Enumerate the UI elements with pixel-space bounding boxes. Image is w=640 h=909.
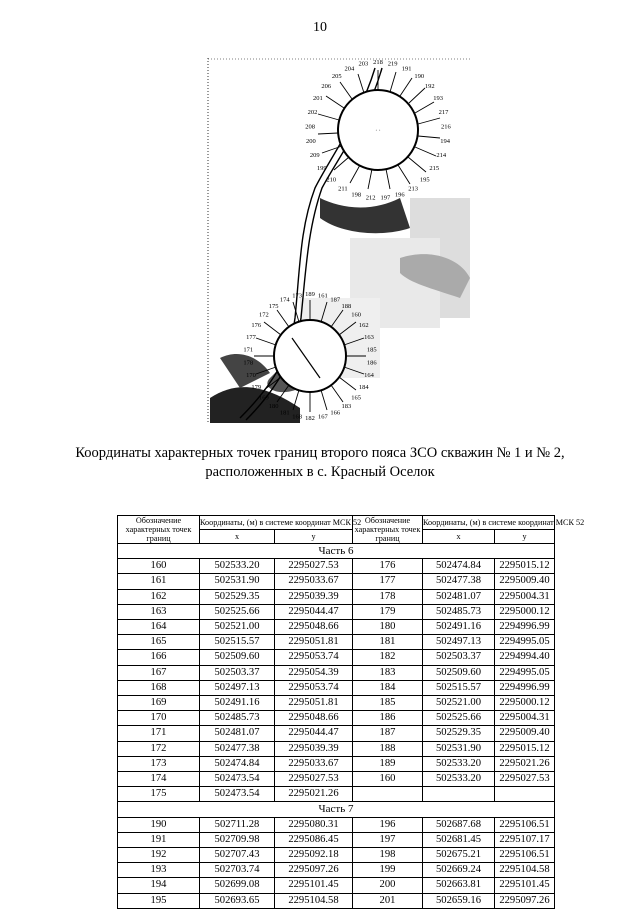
boundary-map — [200, 58, 480, 423]
map-point-label: 216 — [441, 123, 451, 131]
map-point-label: 208 — [305, 123, 315, 131]
point-cell: 177 — [353, 574, 423, 589]
table-row — [118, 756, 555, 771]
map-point-label: 214 — [436, 152, 447, 160]
part-row — [118, 802, 555, 817]
point-cell: 179 — [353, 604, 423, 619]
map-point-label: 193 — [433, 95, 443, 103]
point-cell: 180 — [353, 620, 423, 635]
x-cell: 502503.37 — [423, 650, 495, 665]
map-point-label: 219 — [387, 60, 398, 68]
map-point-label: 196 — [394, 191, 405, 199]
point-cell: 183 — [353, 665, 423, 680]
point-cell: 160 — [118, 559, 200, 574]
y-cell: 2294995.05 — [495, 635, 555, 650]
point-cell: 169 — [118, 696, 200, 711]
y-cell: 2294994.40 — [495, 650, 555, 665]
y-cell: 2295027.53 — [275, 559, 353, 574]
y-cell: 2295101.45 — [275, 878, 353, 893]
y-cell: 2295009.40 — [495, 574, 555, 589]
x-cell: 502529.35 — [200, 589, 275, 604]
map-point-label: 197 — [380, 194, 391, 202]
point-cell: 197 — [353, 832, 423, 847]
map-point-label: 179 — [251, 384, 262, 391]
map-point-label: 177 — [246, 333, 256, 341]
y-cell: 2295004.31 — [495, 711, 555, 726]
table-row — [118, 620, 555, 635]
map-point-label: 167 — [318, 413, 328, 421]
point-cell: 175 — [118, 787, 200, 802]
point-cell: 189 — [353, 756, 423, 771]
x-cell: 502687.68 — [423, 817, 495, 832]
x-cell: 502659.16 — [423, 893, 495, 908]
x-cell: 502529.35 — [423, 726, 495, 741]
y-cell — [495, 787, 555, 802]
table-caption — [40, 444, 600, 482]
y-cell: 2295009.40 — [495, 726, 555, 741]
y-cell: 2294996.99 — [495, 620, 555, 635]
y-cell: 2295027.53 — [275, 772, 353, 787]
x-cell: 502703.74 — [200, 863, 275, 878]
point-cell: 190 — [118, 817, 200, 832]
y-cell: 2295051.81 — [275, 696, 353, 711]
x-cell: 502669.24 — [423, 863, 495, 878]
table-row — [118, 726, 555, 741]
y-cell: 2295106.51 — [495, 848, 555, 863]
map-point-label: 186 — [366, 359, 377, 367]
map-point-label: 206 — [321, 83, 332, 90]
x-cell: 502491.16 — [200, 696, 275, 711]
y-cell: 2295053.74 — [275, 650, 353, 665]
point-cell: 182 — [353, 650, 423, 665]
x-cell: 502675.21 — [423, 848, 495, 863]
point-column-header-2: Обозначение характерных точек границ — [353, 516, 423, 544]
table-row — [118, 680, 555, 695]
x-cell: 502709.98 — [200, 832, 275, 847]
x-cell: 502474.84 — [200, 756, 275, 771]
point-cell: 186 — [353, 711, 423, 726]
y-cell: 2295000.12 — [495, 604, 555, 619]
map-point-label: 212 — [365, 194, 376, 202]
map-point-label: 189 — [305, 291, 315, 298]
y-cell: 2295033.67 — [275, 756, 353, 771]
table-row — [118, 741, 555, 756]
map-point-label: 203 — [358, 60, 369, 68]
x-cell: 502533.20 — [423, 756, 495, 771]
y-cell: 2295086.45 — [275, 832, 353, 847]
y-cell: 2295039.39 — [275, 589, 353, 604]
map-point-label: 209 — [309, 152, 320, 160]
map-point-label: 176 — [251, 322, 262, 329]
x-cell: 502503.37 — [200, 665, 275, 680]
y-cell: 2295039.39 — [275, 741, 353, 756]
y-header-2: y — [495, 530, 555, 544]
part-row — [118, 544, 555, 559]
map-point-label: 190 — [414, 72, 425, 80]
map-point-label: 195 — [419, 176, 430, 184]
y-cell: 2294995.05 — [495, 665, 555, 680]
map-point-label: 181 — [279, 409, 290, 417]
x-cell — [423, 787, 495, 802]
point-column-header: Обозначение характерных точек границ — [118, 516, 200, 544]
x-cell: 502699.08 — [200, 878, 275, 893]
point-cell: 163 — [118, 604, 200, 619]
table-row — [118, 665, 555, 680]
x-cell: 502681.45 — [423, 832, 495, 847]
x-cell: 502525.66 — [423, 711, 495, 726]
table-row — [118, 711, 555, 726]
y-cell: 2295104.58 — [275, 893, 353, 908]
map-point-label: 194 — [440, 138, 450, 145]
y-cell: 2295021.26 — [275, 787, 353, 802]
map-point-label: 215 — [429, 165, 440, 173]
x-cell: 502533.20 — [423, 772, 495, 787]
x-cell: 502515.57 — [200, 635, 275, 650]
y-cell: 2295097.26 — [275, 863, 353, 878]
part-label: Часть 7 — [118, 802, 555, 817]
table-row — [118, 650, 555, 665]
point-cell: 178 — [353, 589, 423, 604]
y-cell: 2295000.12 — [495, 696, 555, 711]
map-point-label: 171 — [243, 346, 254, 354]
map-point-label: 204 — [344, 65, 355, 73]
y-cell: 2295044.47 — [275, 604, 353, 619]
y-cell: 2294996.99 — [495, 680, 555, 695]
map-point-label: 192 — [424, 83, 435, 90]
point-cell: 195 — [118, 893, 200, 908]
point-cell: 173 — [118, 756, 200, 771]
point-cell: 192 — [118, 848, 200, 863]
map-point-label: 187 — [330, 296, 341, 304]
map-point-label: 198 — [351, 191, 362, 199]
y-cell: 2295053.74 — [275, 680, 353, 695]
y-cell: 2295004.31 — [495, 589, 555, 604]
point-cell: 184 — [353, 680, 423, 695]
x-cell: 502473.54 — [200, 787, 275, 802]
map-point-label: 202 — [307, 108, 318, 116]
coords-column-header: Координаты, (м) в системе координат МСК 52 — [200, 516, 353, 530]
x-cell: 502473.54 — [200, 772, 275, 787]
point-cell: 174 — [118, 772, 200, 787]
point-cell: 171 — [118, 726, 200, 741]
map-point-label: 172 — [259, 311, 269, 319]
map-point-label: 168 — [292, 413, 302, 421]
x-cell: 502485.73 — [200, 711, 275, 726]
point-cell: 164 — [118, 620, 200, 635]
y-header: y — [275, 530, 353, 544]
point-cell: 181 — [353, 635, 423, 650]
x-cell: 502481.07 — [200, 726, 275, 741]
y-cell: 2295048.66 — [275, 711, 353, 726]
x-cell: 502477.38 — [423, 574, 495, 589]
table-row — [118, 635, 555, 650]
point-cell: 198 — [353, 848, 423, 863]
x-cell: 502531.90 — [200, 574, 275, 589]
map-point-label: 183 — [341, 403, 352, 411]
map-point-label: 165 — [351, 394, 361, 402]
point-cell: 168 — [118, 680, 200, 695]
map-point-label: 174 — [279, 296, 290, 304]
table-header-row — [118, 516, 555, 530]
map-point-label: 160 — [351, 311, 361, 319]
map-point-label: 191 — [401, 65, 412, 73]
point-cell: 162 — [118, 589, 200, 604]
table-row — [118, 574, 555, 589]
map-point-label: 185 — [366, 346, 377, 354]
point-cell: 200 — [353, 878, 423, 893]
table-row — [118, 817, 555, 832]
table-row — [118, 863, 555, 878]
x-cell: 502497.13 — [200, 680, 275, 695]
map-point-label: 205 — [331, 72, 342, 80]
terrain-texture — [210, 198, 470, 423]
x-cell: 502521.00 — [200, 620, 275, 635]
map-point-label: 210 — [326, 176, 337, 184]
svg-text:· ·: · · — [375, 128, 381, 134]
part-label: Часть 6 — [118, 544, 555, 559]
table-row — [118, 878, 555, 893]
table-row — [118, 604, 555, 619]
y-cell: 2295054.39 — [275, 665, 353, 680]
map-point-label: 173 — [292, 292, 302, 300]
map-point-label: 163 — [364, 333, 374, 341]
x-cell: 502521.00 — [423, 696, 495, 711]
map-point-label: 217 — [438, 108, 449, 116]
page-number: 10 — [313, 20, 327, 35]
point-cell: 188 — [353, 741, 423, 756]
map-point-label: 211 — [338, 185, 348, 193]
point-cell: 185 — [353, 696, 423, 711]
x-cell: 502474.84 — [423, 559, 495, 574]
y-cell: 2295027.53 — [495, 772, 555, 787]
x-cell: 502477.38 — [200, 741, 275, 756]
map-point-label: 184 — [358, 384, 369, 391]
map-point-label: 162 — [358, 322, 369, 329]
table-row — [118, 893, 555, 908]
point-cell: 172 — [118, 741, 200, 756]
map-point-label: 200 — [306, 138, 316, 145]
x-cell: 502533.20 — [200, 559, 275, 574]
y-cell: 2295104.58 — [495, 863, 555, 878]
x-cell: 502485.73 — [423, 604, 495, 619]
x-cell: 502711.28 — [200, 817, 275, 832]
point-cell: 170 — [118, 711, 200, 726]
table-row — [118, 848, 555, 863]
map-point-label: 161 — [318, 292, 328, 300]
map-point-label: 166 — [330, 409, 341, 417]
point-cell: 201 — [353, 893, 423, 908]
point-cell: 187 — [353, 726, 423, 741]
map-point-label: 169 — [259, 394, 269, 402]
table-row — [118, 559, 555, 574]
x-cell: 502531.90 — [423, 741, 495, 756]
x-header: x — [200, 530, 275, 544]
y-cell: 2295092.18 — [275, 848, 353, 863]
y-cell: 2295097.26 — [495, 893, 555, 908]
x-cell: 502663.81 — [423, 878, 495, 893]
map-point-label: 218 — [373, 59, 383, 66]
point-cell: 199 — [353, 863, 423, 878]
y-cell: 2295044.47 — [275, 726, 353, 741]
table-row — [118, 772, 555, 787]
point-cell: 160 — [353, 772, 423, 787]
x-cell: 502525.66 — [200, 604, 275, 619]
y-cell: 2295015.12 — [495, 741, 555, 756]
point-cell: 167 — [118, 665, 200, 680]
map-point-label: 180 — [268, 403, 279, 411]
map-point-label: 178 — [243, 359, 254, 367]
point-cell: 166 — [118, 650, 200, 665]
coordinates-table — [117, 515, 585, 909]
map-point-label: 213 — [408, 185, 418, 193]
y-cell: 2295033.67 — [275, 574, 353, 589]
y-cell: 2295080.31 — [275, 817, 353, 832]
table-row — [118, 832, 555, 847]
point-cell — [353, 787, 423, 802]
y-cell: 2295101.45 — [495, 878, 555, 893]
caption-line-1: Координаты характерных точек границ второго пояса ЗСО скважин № 1 и № 2, — [75, 445, 565, 461]
x-cell: 502693.65 — [200, 893, 275, 908]
map-point-label: 164 — [364, 372, 374, 380]
y-cell: 2295051.81 — [275, 635, 353, 650]
point-cell: 176 — [353, 559, 423, 574]
map-point-label: 199 — [316, 165, 327, 173]
point-cell: 191 — [118, 832, 200, 847]
x-cell: 502497.13 — [423, 635, 495, 650]
point-cell: 165 — [118, 635, 200, 650]
y-cell: 2295021.26 — [495, 756, 555, 771]
x-cell: 502509.60 — [200, 650, 275, 665]
point-cell: 196 — [353, 817, 423, 832]
y-cell: 2295107.17 — [495, 832, 555, 847]
y-cell: 2295106.51 — [495, 817, 555, 832]
point-cell: 193 — [118, 863, 200, 878]
point-cell: 161 — [118, 574, 200, 589]
table-row — [118, 589, 555, 604]
y-cell: 2295048.66 — [275, 620, 353, 635]
map-point-label: 201 — [313, 95, 323, 103]
x-cell: 502707.43 — [200, 848, 275, 863]
x-header-2: x — [423, 530, 495, 544]
map-point-label: 188 — [341, 302, 352, 310]
x-cell: 502509.60 — [423, 665, 495, 680]
map-point-label: 182 — [305, 415, 315, 422]
zone-circle-1 — [318, 70, 440, 189]
point-cell: 194 — [118, 878, 200, 893]
coords-column-header-2: Координаты, (м) в системе координат МСК 52 — [423, 516, 555, 530]
x-cell: 502515.57 — [423, 680, 495, 695]
caption-line-2: расположенных в с. Красный Оселок — [205, 464, 435, 480]
map-point-label: 175 — [268, 302, 279, 310]
y-cell: 2295015.12 — [495, 559, 555, 574]
x-cell: 502491.16 — [423, 620, 495, 635]
x-cell: 502481.07 — [423, 589, 495, 604]
map-point-label: 170 — [246, 372, 256, 380]
table-row — [118, 696, 555, 711]
table-row — [118, 787, 555, 802]
